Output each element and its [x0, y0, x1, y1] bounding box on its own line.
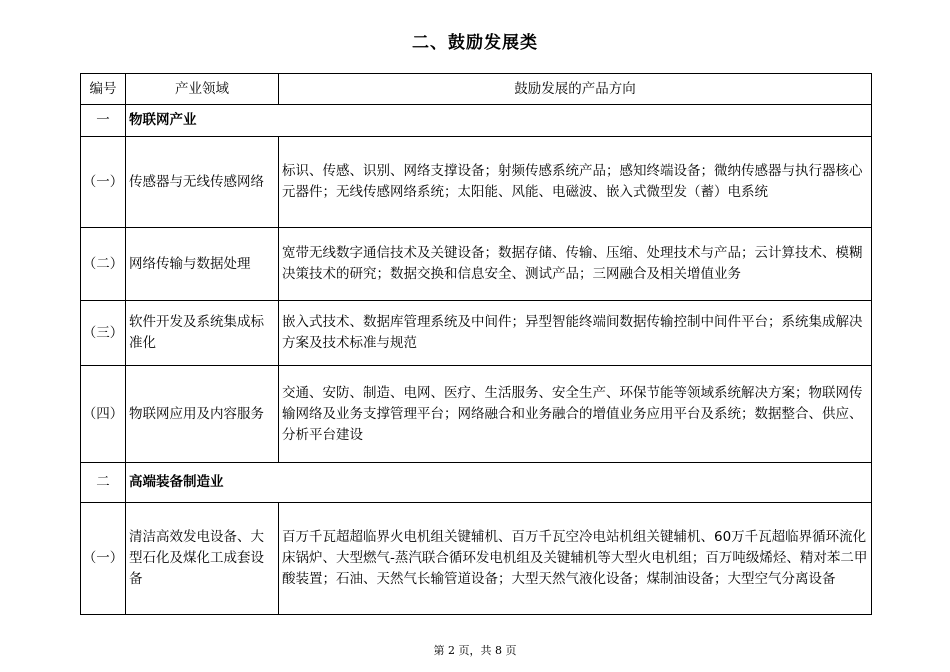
table-row [81, 228, 872, 301]
row-number: （四） [81, 366, 126, 463]
row-number: （三） [81, 301, 126, 366]
row-field: 软件开发及系统集成标准化 [126, 301, 279, 366]
row-products: 标识、传感、识别、网络支撑设备；射频传感系统产品；感知终端设备；微纳传感器与执行器核心元器件；无线传感网络系统；太阳能、风能、电磁波、嵌入式微型发（蓄）电系统 [279, 137, 872, 228]
row-products: 百万千瓦超超临界火电机组关键辅机、百万千瓦空冷电站机组关键辅机、60万千瓦超临界循环流化床锅炉、大型燃气-蒸汽联合循环发电机组及关键辅机等大型火电机组；百万吨级烯烃、精对苯二甲酸装置；石油、天然气长输管道设备；大型天然气液化设备；煤制油设备；大型空气分离设备 [279, 503, 872, 615]
row-number: （一） [81, 137, 126, 228]
section-number: 二 [81, 463, 126, 503]
row-field: 清洁高效发电设备、大型石化及煤化工成套设备 [126, 503, 279, 615]
header-number: 编号 [81, 74, 126, 105]
row-field: 网络传输与数据处理 [126, 228, 279, 301]
table-header-row [81, 74, 872, 105]
row-products: 宽带无线数字通信技术及关键设备；数据存储、传输、压缩、处理技术与产品；云计算技术、模糊决策技术的研究；数据交换和信息安全、测试产品；三网融合及相关增值业务 [279, 228, 872, 301]
page-footer: 第 2 页，共 8 页 [433, 644, 517, 657]
section-row-equipment [81, 463, 872, 503]
row-products: 嵌入式技术、数据库管理系统及中间件；异型智能终端间数据传输控制中间件平台；系统集成解决方案及技术标准与规范 [279, 301, 872, 366]
section-number: 一 [81, 105, 126, 137]
row-number: （二） [81, 228, 126, 301]
table-row [81, 137, 872, 228]
industry-table [80, 73, 872, 615]
table-row [81, 301, 872, 366]
header-field: 产业领域 [126, 74, 279, 105]
section-name: 高端装备制造业 [126, 463, 872, 503]
row-field: 传感器与无线传感网络 [126, 137, 279, 228]
row-field: 物联网应用及内容服务 [126, 366, 279, 463]
header-products: 鼓励发展的产品方向 [279, 74, 872, 105]
row-number: （一） [81, 503, 126, 615]
section-row-iot [81, 105, 872, 137]
table-row [81, 366, 872, 463]
table-row [81, 503, 872, 615]
row-products: 交通、安防、制造、电网、医疗、生活服务、安全生产、环保节能等领域系统解决方案；物联网传输网络及业务支撑管理平台；网络融合和业务融合的增值业务应用平台及系统；数据整合、供应、分析平台建设 [279, 366, 872, 463]
page-title: 二、鼓励发展类 [412, 33, 538, 53]
section-name: 物联网产业 [126, 105, 872, 137]
